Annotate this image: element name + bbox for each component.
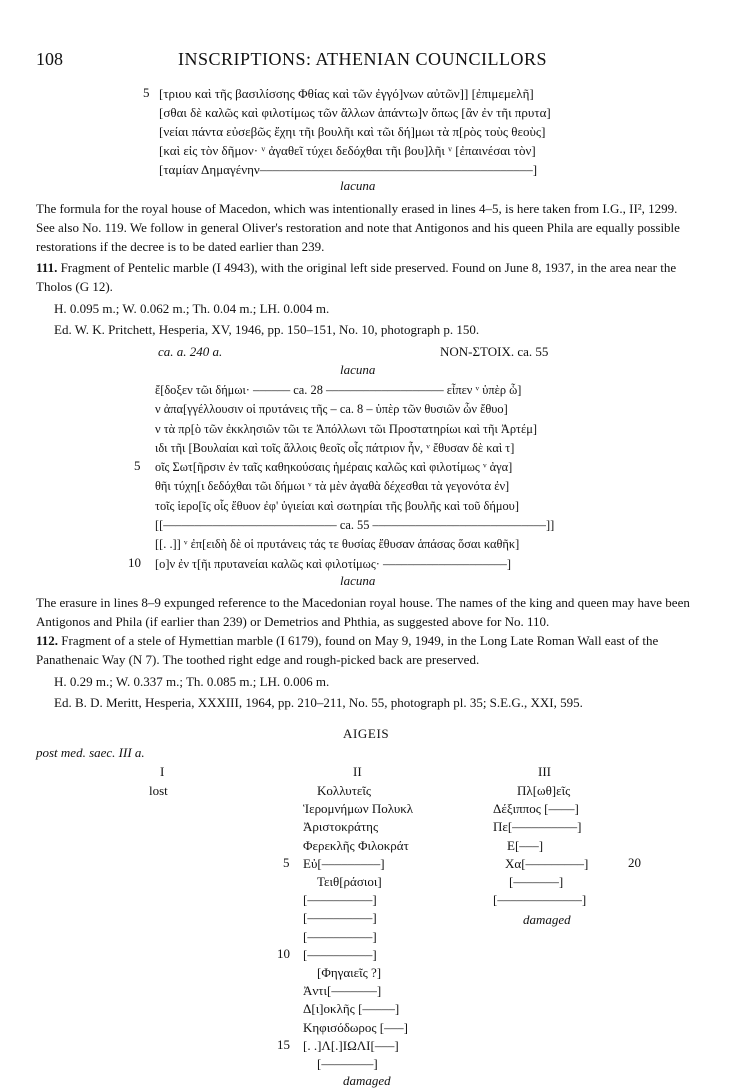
inscription-line: ιδι τῆι [Βουλαίαι καὶ τοῖς ἄλλοις θεοῖς οἷς πάτριον ἦν, ᵛ ἔθυσαν δὲ καὶ τ] (155, 440, 515, 455)
inscription-line: [[–––––––––––––––––––––––––––– ca. 55 ––––––––––––––––––––––––––––]] (155, 518, 555, 533)
column-line: Εὐ[–––––––––] (303, 855, 385, 871)
entry-111-edition: Ed. W. K. Pritchett, Hesperia, XV, 1946, pp. 150–151, No. 10, photograph p. 150. (54, 322, 480, 337)
entry-112-date: post med. saec. III a. (36, 745, 145, 760)
entry-description: Fragment of Pentelic marble (I 4943), with the original left side preserved. Found on June 8, 1937, in the area near the Tholos (G 12). (36, 260, 677, 294)
column-line: Ἀντι[–––––––] (303, 983, 382, 999)
column-line: [–––––––––––––] (493, 892, 587, 908)
inscription-line: ἔ[δοξεν τῶι δήμωι· –––––– ca. 28 ––––––––––––––––––– εἶπεν ᵛ ὑπὲρ ὧ] (155, 383, 522, 397)
column-line: Δ[ι]οκλῆς [–––––] (303, 1001, 400, 1017)
damaged-label: damaged (343, 1073, 391, 1088)
line-number-20: 20 (628, 855, 641, 870)
column-1-heading: I (160, 764, 165, 779)
column-line: Φερεκλῆς Φιλοκράτ (303, 837, 409, 853)
inscription-line: ν ἀπα[γγέλλουσιν οἱ πρυτάνεις τῆς – ca. 8 – ὑπὲρ τῶν θυσιῶν ὧν ἔθυο] (155, 402, 508, 417)
entry-number: 112. (36, 633, 59, 648)
page-number: 108 (36, 49, 63, 69)
column-3 (493, 782, 588, 909)
line-number-5: 5 (134, 458, 141, 473)
line-number-10: 10 (277, 946, 290, 961)
inscription-111-text (155, 381, 554, 574)
entry-111-date: ca. a. 240 a. (158, 344, 223, 359)
column-line: [. .]Λ[.]ΙΩΛΙ[–––] (303, 1037, 399, 1053)
column-line: lost (149, 783, 168, 798)
inscription-line: [τριου καὶ τῆς βασιλίσσης Φθίας καὶ τῶν ἐγγό]νων αὐτῶν]] [ἐπιμεμελῆ] (159, 86, 534, 101)
column-2 (303, 782, 413, 1073)
column-3-heading: III (538, 764, 551, 779)
column-line: [––––––––––] (303, 910, 377, 926)
line-number-5: 5 (143, 85, 150, 100)
column-line: Κηφισόδωρος [–––] (303, 1019, 408, 1035)
column-line: Τειθ[ράσιοι] (317, 874, 382, 890)
inscription-line: [καὶ εἰς τὸν δῆμον· ᵛ ἀγαθεῖ τύχει δεδόχθαι τῆι βου]λῆι ᵛ [ἐπαινέσαι τὸν] (159, 143, 536, 158)
column-line: [––––––––––] (303, 946, 377, 962)
inscription-line: [[. .]] ᵛ ἐπ[ειδὴ δὲ οἱ πρυτάνεις τάς τε θυσίας ἔθυσαν ἁπάσας ὅσαι καθῆκ] (155, 537, 520, 552)
column-line: Δέξιππος [––––] (493, 801, 579, 817)
column-line: [––––––––––] (303, 892, 377, 908)
line-number-10: 10 (128, 555, 141, 570)
inscription-line: [ταμίαν Δημαγένην––––––––––––––––––––––––––––––––––––––––––] (159, 162, 538, 177)
entry-111-dimensions: H. 0.095 m.; W. 0.062 m.; Th. 0.04 m.; LH. 0.004 m. (54, 301, 330, 316)
inscription-line: θῆι τύχη[ι δεδόχθαι τῶι δήμωι ᵛ τὰ μὲν ἀγαθὰ δέχεσθαι τὰ γεγονότα ἐν] (155, 479, 510, 494)
column-line: Χα[–––––––––] (505, 855, 589, 871)
entry-112-dimensions: H. 0.29 m.; W. 0.337 m.; Th. 0.085 m.; LH. 0.006 m. (54, 674, 330, 689)
entry-111-description (36, 258, 691, 296)
commentary-111: The erasure in lines 8–9 expunged reference to the Macedonian royal house. The names of the king and queen may have been Antigonos and Phila (if earlier than 239) or Demetrios and Phthia, as suggested above for No. 110. (36, 595, 690, 629)
entry-number: 111. (36, 260, 58, 275)
entry-111-stoichedon: NON-ΣΤΟΙΧ. ca. 55 (440, 344, 549, 359)
inscription-110-text (159, 84, 551, 179)
commentary-110: The formula for the royal house of Macedon, which was intentionally erased in lines 4–5, is here taken from I.G., II², 1299. See also No. 119. We follow in general Oliver's restoration and note that Antigonos and his queen Phila are equally possible restorations if the decree is to be dated earlier than 239. (36, 201, 680, 254)
inscription-line: οῖς Σωτ[ῆρσιν ἐν ταῖς καθηκούσαις ἡμέραις καλῶς καὶ φιλοτίμως ᵛ ἀγα] (155, 460, 513, 475)
running-title: INSCRIPTIONS: ATHENIAN COUNCILLORS (178, 49, 548, 69)
inscription-line: τοῖς ἱερο[ῖς οἷς ἔθυον ἐφ' ὑγιείαι καὶ σωτηρίαι τῆς βουλῆς καὶ τοῦ δήμου] (155, 498, 519, 513)
column-line: [––––––––––] (303, 928, 377, 944)
inscription-line: [νείαι πάντα εὐσεβῶς ἔχηι τῆι βουλῆι καὶ τῶι δή]μωι τὰ π[ρὸς τοὺς θεοὺς] (159, 124, 546, 139)
column-line: [–––––––] (509, 874, 564, 890)
column-line: Κολλυτεῖς (317, 783, 372, 798)
line-number-5: 5 (283, 855, 290, 870)
lacuna-label: lacuna (340, 178, 376, 193)
column-line: Ἀριστοκράτης (303, 819, 379, 835)
entry-description: Fragment of a stele of Hymettian marble (I 6179), found on May 9, 1949, in the Long Late Roman Wall east of the Panathenaic Way (N 7). The toothed right edge and rough-picked back are preserved. (36, 633, 659, 667)
damaged-label: damaged (523, 912, 571, 927)
inscription-line: [ο]ν ἐν τ[ῆι πρυτανείαι καλῶς καὶ φιλοτίμως· ––––––––––––––––––––] (155, 556, 511, 571)
column-line: [Φηγαιεῖς ?] (317, 965, 382, 981)
column-line: [––––––––] (317, 1056, 378, 1072)
column-1 (149, 782, 168, 800)
lacuna-label: lacuna (340, 362, 376, 377)
entry-112-edition: Ed. B. D. Meritt, Hesperia, XXXIII, 1964, pp. 210–211, No. 55, photograph pl. 35; S.E.G., XXI, 595. (54, 695, 583, 710)
tribe-heading: AIGEIS (343, 726, 390, 741)
inscription-line: [σθαι δὲ καλῶς καὶ φιλοτίμως τῶν ἄλλων ἁπάντω]ν ὅπως [ἂν ἐν τῆι πρυτα] (159, 105, 551, 120)
column-line: Ἱερομνήμων Πολυκλ (303, 801, 414, 817)
entry-112-description (36, 631, 691, 669)
column-line: Ε[–––] (507, 837, 544, 853)
column-line: Πε[––––––––––] (493, 819, 582, 835)
line-number-15: 15 (277, 1037, 290, 1052)
inscription-line: ν τὰ πρ[ὸ τῶν ἐκκλησιῶν τῶι τε Ἀπόλλωνι τῶι Προστατηρίωι καὶ τῆι Ἀρτέμ] (155, 421, 537, 436)
column-line: Πλ[ωθ]εῖς (517, 783, 571, 798)
column-2-heading: II (353, 764, 362, 779)
lacuna-label: lacuna (340, 573, 376, 588)
